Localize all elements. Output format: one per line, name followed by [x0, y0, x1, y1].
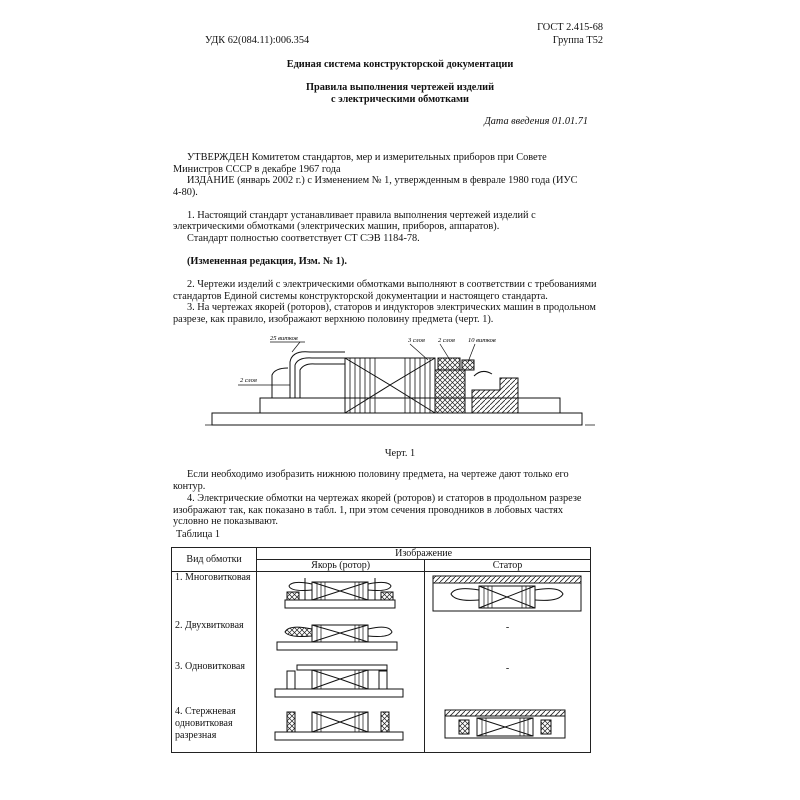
- label-10-turns: 10 витков: [468, 337, 496, 344]
- table1: [171, 547, 591, 753]
- label-25-turns: 25 витков: [270, 335, 298, 342]
- row2-stator-value: -: [425, 620, 591, 661]
- clause1-line1: 1. Настоящий стандарт устанавливает правила выполнения чертежей изделий с: [187, 210, 536, 221]
- shaft: [212, 413, 582, 425]
- gost-code: ГОСТ 2.415-68: [537, 22, 603, 33]
- row3-label: 3. Одновитковая: [172, 661, 257, 706]
- clause4-line3: условно не показывают.: [173, 516, 278, 527]
- row3-armature-image: [257, 661, 425, 706]
- figure1-caption: Черт. 1: [384, 448, 416, 459]
- group-code: Группа Т52: [552, 35, 603, 46]
- table1-caption: Таблица 1: [176, 529, 221, 540]
- table-row: [172, 706, 591, 752]
- contour-line2: контур.: [173, 481, 206, 492]
- udk-code: УДК 62(084.11):006.354: [205, 35, 310, 46]
- row1-armature-image: [257, 572, 425, 621]
- edition-line1: ИЗДАНИЕ (январь 2002 г.) с Изменением № 1, утвержденным в феврале 1980 года (ИУС: [187, 175, 578, 186]
- clause3-line2: разрезе, как правило, изображают верхнюю половину предмета (черт. 1).: [173, 314, 494, 325]
- col-header-armature: Якорь (ротор): [257, 560, 425, 572]
- intro-date: Дата введения 01.01.71: [484, 116, 588, 127]
- table-row: [172, 661, 591, 706]
- clause4-line2: изображают так, как показано в табл. 1, при этом сечения проводников в лобовых частях: [173, 505, 564, 516]
- row4-label-line3: разрезная: [175, 730, 217, 741]
- table-row: [172, 572, 591, 621]
- row4-label: [172, 706, 257, 752]
- col-header-type: Вид обмотки: [172, 548, 257, 572]
- clause1-line3: Стандарт полностью соответствует СТ СЭВ 1184-78.: [187, 233, 420, 244]
- clause1-line2: электрическими обмотками (электрических машин, приборов, аппаратов).: [173, 221, 500, 232]
- approved-line2: Министров СССР в декабре 1967 года: [173, 164, 341, 175]
- commutator: [435, 370, 465, 413]
- doc-title-line1: Правила выполнения чертежей изделий: [305, 82, 495, 93]
- clause3-line1: 3. На чертежах якорей (роторов), статоров и индукторов электрических машин в продольном: [187, 302, 596, 313]
- row4-label-line2: одновитковая: [175, 718, 233, 729]
- edition-line2: 4-80).: [173, 187, 198, 198]
- row3-stator-value: -: [425, 661, 591, 706]
- row4-armature-image: [257, 706, 425, 752]
- clause2-line2: стандартов Единой системы конструкторской документации и настоящего стандарта.: [173, 291, 548, 302]
- figure1-armature-drawing: [200, 330, 600, 440]
- label-3-layers: 3 слоя: [408, 337, 425, 344]
- row1-label: 1. Многовитковая: [172, 572, 257, 621]
- approved-line1: УТВЕРЖДЕН Комитетом стандартов, мер и измерительных приборов при Совете: [187, 152, 547, 163]
- row4-label-line1: 4. Стержневая: [175, 706, 236, 717]
- revision-note: (Измененная редакция, Изм. № 1).: [187, 256, 347, 267]
- col-header-image: Изображение: [257, 548, 591, 560]
- row1-stator-image: [425, 572, 591, 621]
- table-row: [172, 620, 591, 661]
- contour-line1: Если необходимо изобразить нижнюю половину предмета, на чертеже дают только его: [187, 469, 569, 480]
- label-2-layers-left: 2 слоя: [240, 377, 257, 384]
- col-header-stator: Статор: [425, 560, 591, 572]
- clause2-line1: 2. Чертежи изделий с электрическими обмотками выполняют в соответствии с требованиями: [187, 279, 597, 290]
- label-2-layers-top: 2 слоя: [438, 337, 455, 344]
- row4-stator-image: [425, 706, 591, 752]
- clause4-line1: 4. Электрические обмотки на чертежах якорей (роторов) и статоров в продольном разрезе: [187, 493, 582, 504]
- system-title: Единая система конструкторской документации: [286, 59, 514, 70]
- doc-title-line2: с электрическими обмотками: [331, 94, 469, 105]
- row2-armature-image: [257, 620, 425, 661]
- row2-label: 2. Двухвитковая: [172, 620, 257, 661]
